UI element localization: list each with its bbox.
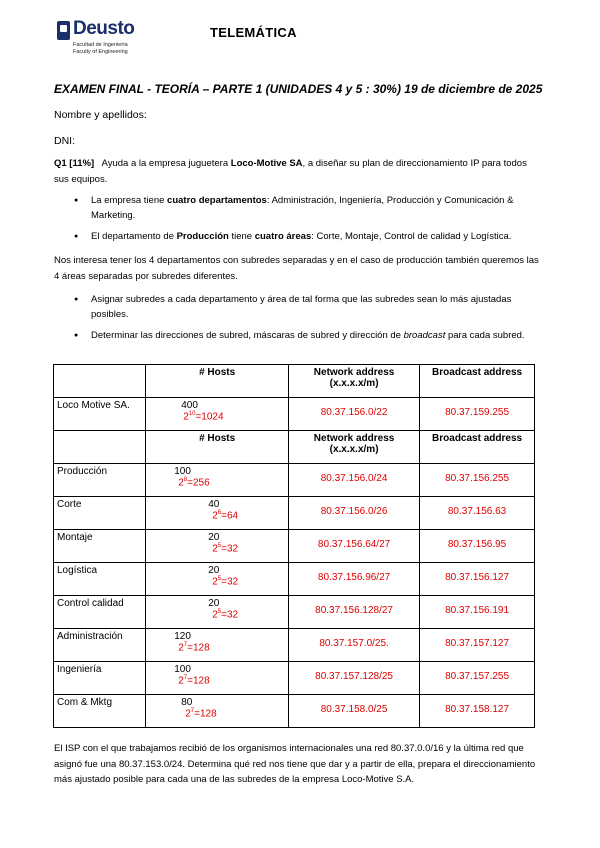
requirements-list: [74, 193, 544, 250]
logo-name: Deusto: [73, 18, 135, 39]
row-network: 80.37.158.0/25: [289, 695, 420, 728]
name-label: Nombre y apellidos:: [54, 109, 147, 121]
row-hosts: 20 $2^5=32$: [146, 563, 289, 596]
row-hosts: 120 $2^7=128$: [146, 629, 289, 662]
row-name: Com & Mktg: [54, 695, 146, 728]
row-hosts: 100 $2^8=256$: [146, 464, 289, 497]
row-network: 80.37.157.0/25.: [289, 629, 420, 662]
table-header-row: # Hosts Network address (x.x.x.x/m) Broadcast address: [54, 431, 535, 464]
table-row: [54, 563, 535, 596]
row-name: Administración: [54, 629, 146, 662]
row-network: 80.37.156.64/27: [289, 530, 420, 563]
subnet-paragraph: Nos interesa tener los 4 departamentos con subredes separadas y en el caso de producción también queremos las 4 áreas separadas por subredes diferentes.: [54, 255, 539, 282]
row-network: 80.37.156.128/27: [289, 596, 420, 629]
row-broadcast: 80.37.156.127: [420, 563, 535, 596]
table-row: [54, 662, 535, 695]
department-title: TELEMÁTICA: [210, 25, 297, 40]
table-header-row: # Hosts Network address (x.x.x.x/m) Broadcast address: [54, 365, 535, 398]
university-logo: [57, 20, 147, 60]
row-network: 80.37.156.96/27: [289, 563, 420, 596]
row-hosts: 100 $2^7=128$: [146, 662, 289, 695]
row-broadcast: 80.37.157.127: [420, 629, 535, 662]
table-row: [54, 695, 535, 728]
university-shield-icon: [57, 21, 70, 40]
addressing-table: [53, 364, 535, 728]
table-row: [54, 497, 535, 530]
row-broadcast: 80.37.158.127: [420, 695, 535, 728]
row-hosts: 80 $2^7=128$: [146, 695, 289, 728]
row-network: 80.37.156.0/24: [289, 464, 420, 497]
list-item: ● Asignar subredes a cada departamento y área de tal forma que las subredes sean lo más ajustadas posibles.: [74, 292, 544, 322]
row-name: Producción: [54, 464, 146, 497]
tasks-list: [74, 292, 544, 349]
row-broadcast: 80.37.156.255: [420, 464, 535, 497]
list-item: ● La empresa tiene cuatro departamentos: Administración, Ingeniería, Producción y Comunicación & Marketing.: [74, 193, 544, 223]
table-row: [54, 596, 535, 629]
row-broadcast: 80.37.156.95: [420, 530, 535, 563]
row-broadcast: 80.37.156.63: [420, 497, 535, 530]
row-network: 80.37.157.128/25: [289, 662, 420, 695]
logo-subtitle: Facultad de Ingeniería Faculty of Engineering: [73, 42, 128, 55]
company-name: Loco-Motive SA: [230, 158, 303, 169]
list-item: ● Determinar las direcciones de subred, máscaras de subred y dirección de broadcast para cada subred.: [74, 328, 544, 343]
footer-paragraph: El ISP con el que trabajamos recibió de los organismos internacionales una red 80.37.0.0/16 y la última red que asignó fue una 80.37.153.0/24. Determina qué red nos tiene que dar y a partir de ella, prepara el direccionamiento más ajustado posible para cada una de las subredes de la empresa Loco-Motive S.A.: [54, 743, 536, 785]
question-label: Q1 [11%]: [54, 158, 95, 169]
row-broadcast: 80.37.156.191: [420, 596, 535, 629]
exam-title: EXAMEN FINAL - TEORÍA – PARTE 1 (UNIDADES 4 y 5 : 30%) 19 de diciembre de 2025: [54, 82, 543, 96]
row-network: 80.37.156.0/26: [289, 497, 420, 530]
dni-label: DNI:: [54, 135, 75, 147]
table-row: [54, 629, 535, 662]
row-name: Control calidad: [54, 596, 146, 629]
table-row: [54, 530, 535, 563]
table-row: [54, 464, 535, 497]
row-hosts: 20 $2^5=32$: [146, 530, 289, 563]
table-row: Loco Motive SA. 400 $2^{10}=1024$ 80.37.156.0/22 80.37.159.255: [54, 398, 535, 431]
list-item: ● El departamento de Producción tiene cuatro áreas: Corte, Montaje, Control de calidad y Logística.: [74, 229, 544, 244]
row-name: Montaje: [54, 530, 146, 563]
row-name: Corte: [54, 497, 146, 530]
question-intro: Q1 [11%] Ayuda a la empresa juguetera Loco-Motive SA, a diseñar su plan de direccionamiento IP para todos sus equipos.: [54, 158, 527, 185]
row-name: Ingeniería: [54, 662, 146, 695]
row-hosts: 40 $2^6=64$: [146, 497, 289, 530]
row-name: Logística: [54, 563, 146, 596]
row-hosts: 20 $2^5=32$: [146, 596, 289, 629]
row-broadcast: 80.37.157.255: [420, 662, 535, 695]
